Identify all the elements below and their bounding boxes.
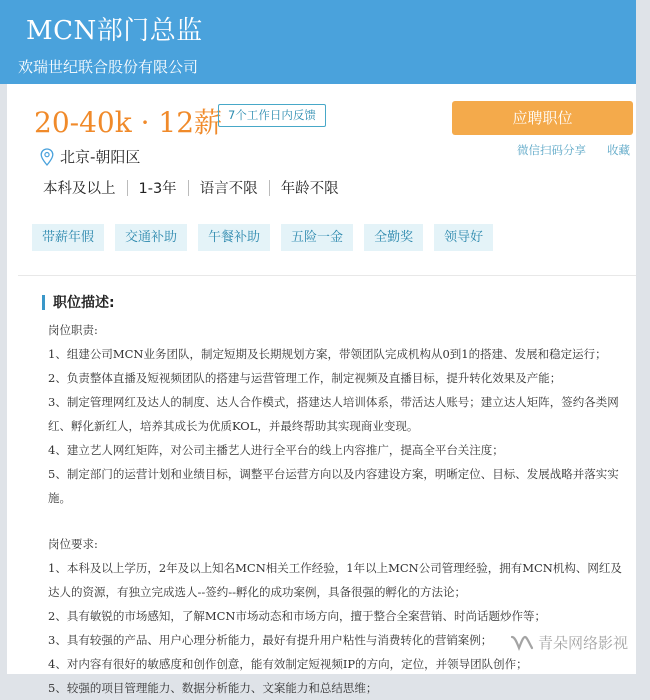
experience-requirement: 1-3年	[138, 181, 177, 197]
requirement-item: 1、本科及以上学历，2年及以上知名MCN相关工作经验，1年以上MCN公司管理经验，拥有MCN机构、网红及达人的资源，有独立完成选人--签约--孵化的成功案例，具备很强的孵化的方法论；	[48, 561, 622, 599]
job-requirements-summary	[43, 177, 339, 198]
duties-heading: 岗位职责:	[48, 323, 98, 337]
benefit-tag: 全勤奖	[364, 224, 423, 251]
apply-button[interactable]: 应聘职位	[452, 101, 633, 135]
education-requirement: 本科及以上	[43, 181, 116, 197]
benefit-tag: 午餐补助	[198, 224, 270, 251]
location-text: 北京-朝阳区	[60, 148, 141, 166]
duty-item: 5、制定部门的运营计划和业绩目标，调整平台运营方向以及内容建设方案，明晰定位、目标、发展战略并落实实施。	[48, 467, 619, 505]
section-title-description	[42, 292, 115, 312]
spacer	[48, 510, 628, 532]
favorite-link[interactable]: 收藏	[607, 143, 630, 157]
wechat-channel-icon	[510, 633, 534, 653]
benefit-tag: 带薪年假	[32, 224, 104, 251]
benefit-tag: 交通补助	[115, 224, 187, 251]
watermark	[510, 632, 628, 653]
duty-item: 3、制定管理网红及达人的制度、达人合作模式，搭建达人培训体系，带活达人账号；建立达人矩阵，签约各类网红、孵化新红人，培养其成长为优质KOL，并最终帮助其实现商业变现。	[48, 395, 619, 433]
duty-item: 2、负责整体直播及短视频团队的搭建与运营管理工作，制定视频及直播目标，提升转化效果及产能；	[48, 371, 562, 385]
section-divider	[18, 275, 636, 276]
duty-item: 4、建立艺人网红矩阵，对公司主播艺人进行全平台的线上内容推广，提高全平台关注度；	[48, 443, 504, 457]
divider	[269, 180, 270, 196]
wechat-share-link[interactable]: 微信扫码分享	[517, 143, 586, 157]
requirement-item: 5、较强的项目管理能力、数据分析能力、文案能力和总结思维；	[48, 681, 378, 695]
salary: 20-40k · 12薪	[34, 106, 223, 139]
requirements-heading: 岗位要求:	[48, 537, 98, 551]
location-pin-icon	[40, 148, 54, 166]
benefit-tag: 五险一金	[281, 224, 353, 251]
section-title-text: 职位描述:	[53, 295, 115, 311]
benefit-tag: 领导好	[434, 224, 493, 251]
benefit-tags	[32, 224, 493, 251]
requirement-item: 4、对内容有很好的敏感度和创作创意，能有效制定短视频IP的方向，定位，并领导团队创作；	[48, 657, 528, 671]
requirement-item: 2、具有敏锐的市场感知，了解MCN市场动态和市场方向，擅于整合全案营销、时尚话题炒作等；	[48, 609, 546, 623]
job-header-banner	[0, 0, 636, 84]
feedback-tag: 7个工作日内反馈	[218, 104, 326, 127]
requirement-item: 3、具有较强的产品、用户心理分析能力，最好有提升用户粘性与消费转化的营销案例；	[48, 633, 493, 647]
divider	[188, 180, 189, 196]
age-requirement: 年龄不限	[280, 181, 339, 197]
job-location	[40, 146, 140, 167]
divider	[127, 180, 128, 196]
language-requirement: 语言不限	[199, 181, 258, 197]
section-marker	[42, 295, 45, 310]
duty-item: 1、组建公司MCN业务团队，制定短期及长期规划方案，带领团队完成机构从0到1的搭建、发展和稳定运行；	[48, 347, 607, 361]
watermark-text: 青朵网络影视	[538, 634, 629, 652]
company-name[interactable]: 欢瑞世纪联合股份有限公司	[18, 58, 199, 76]
job-title: MCN部门总监	[26, 16, 203, 46]
